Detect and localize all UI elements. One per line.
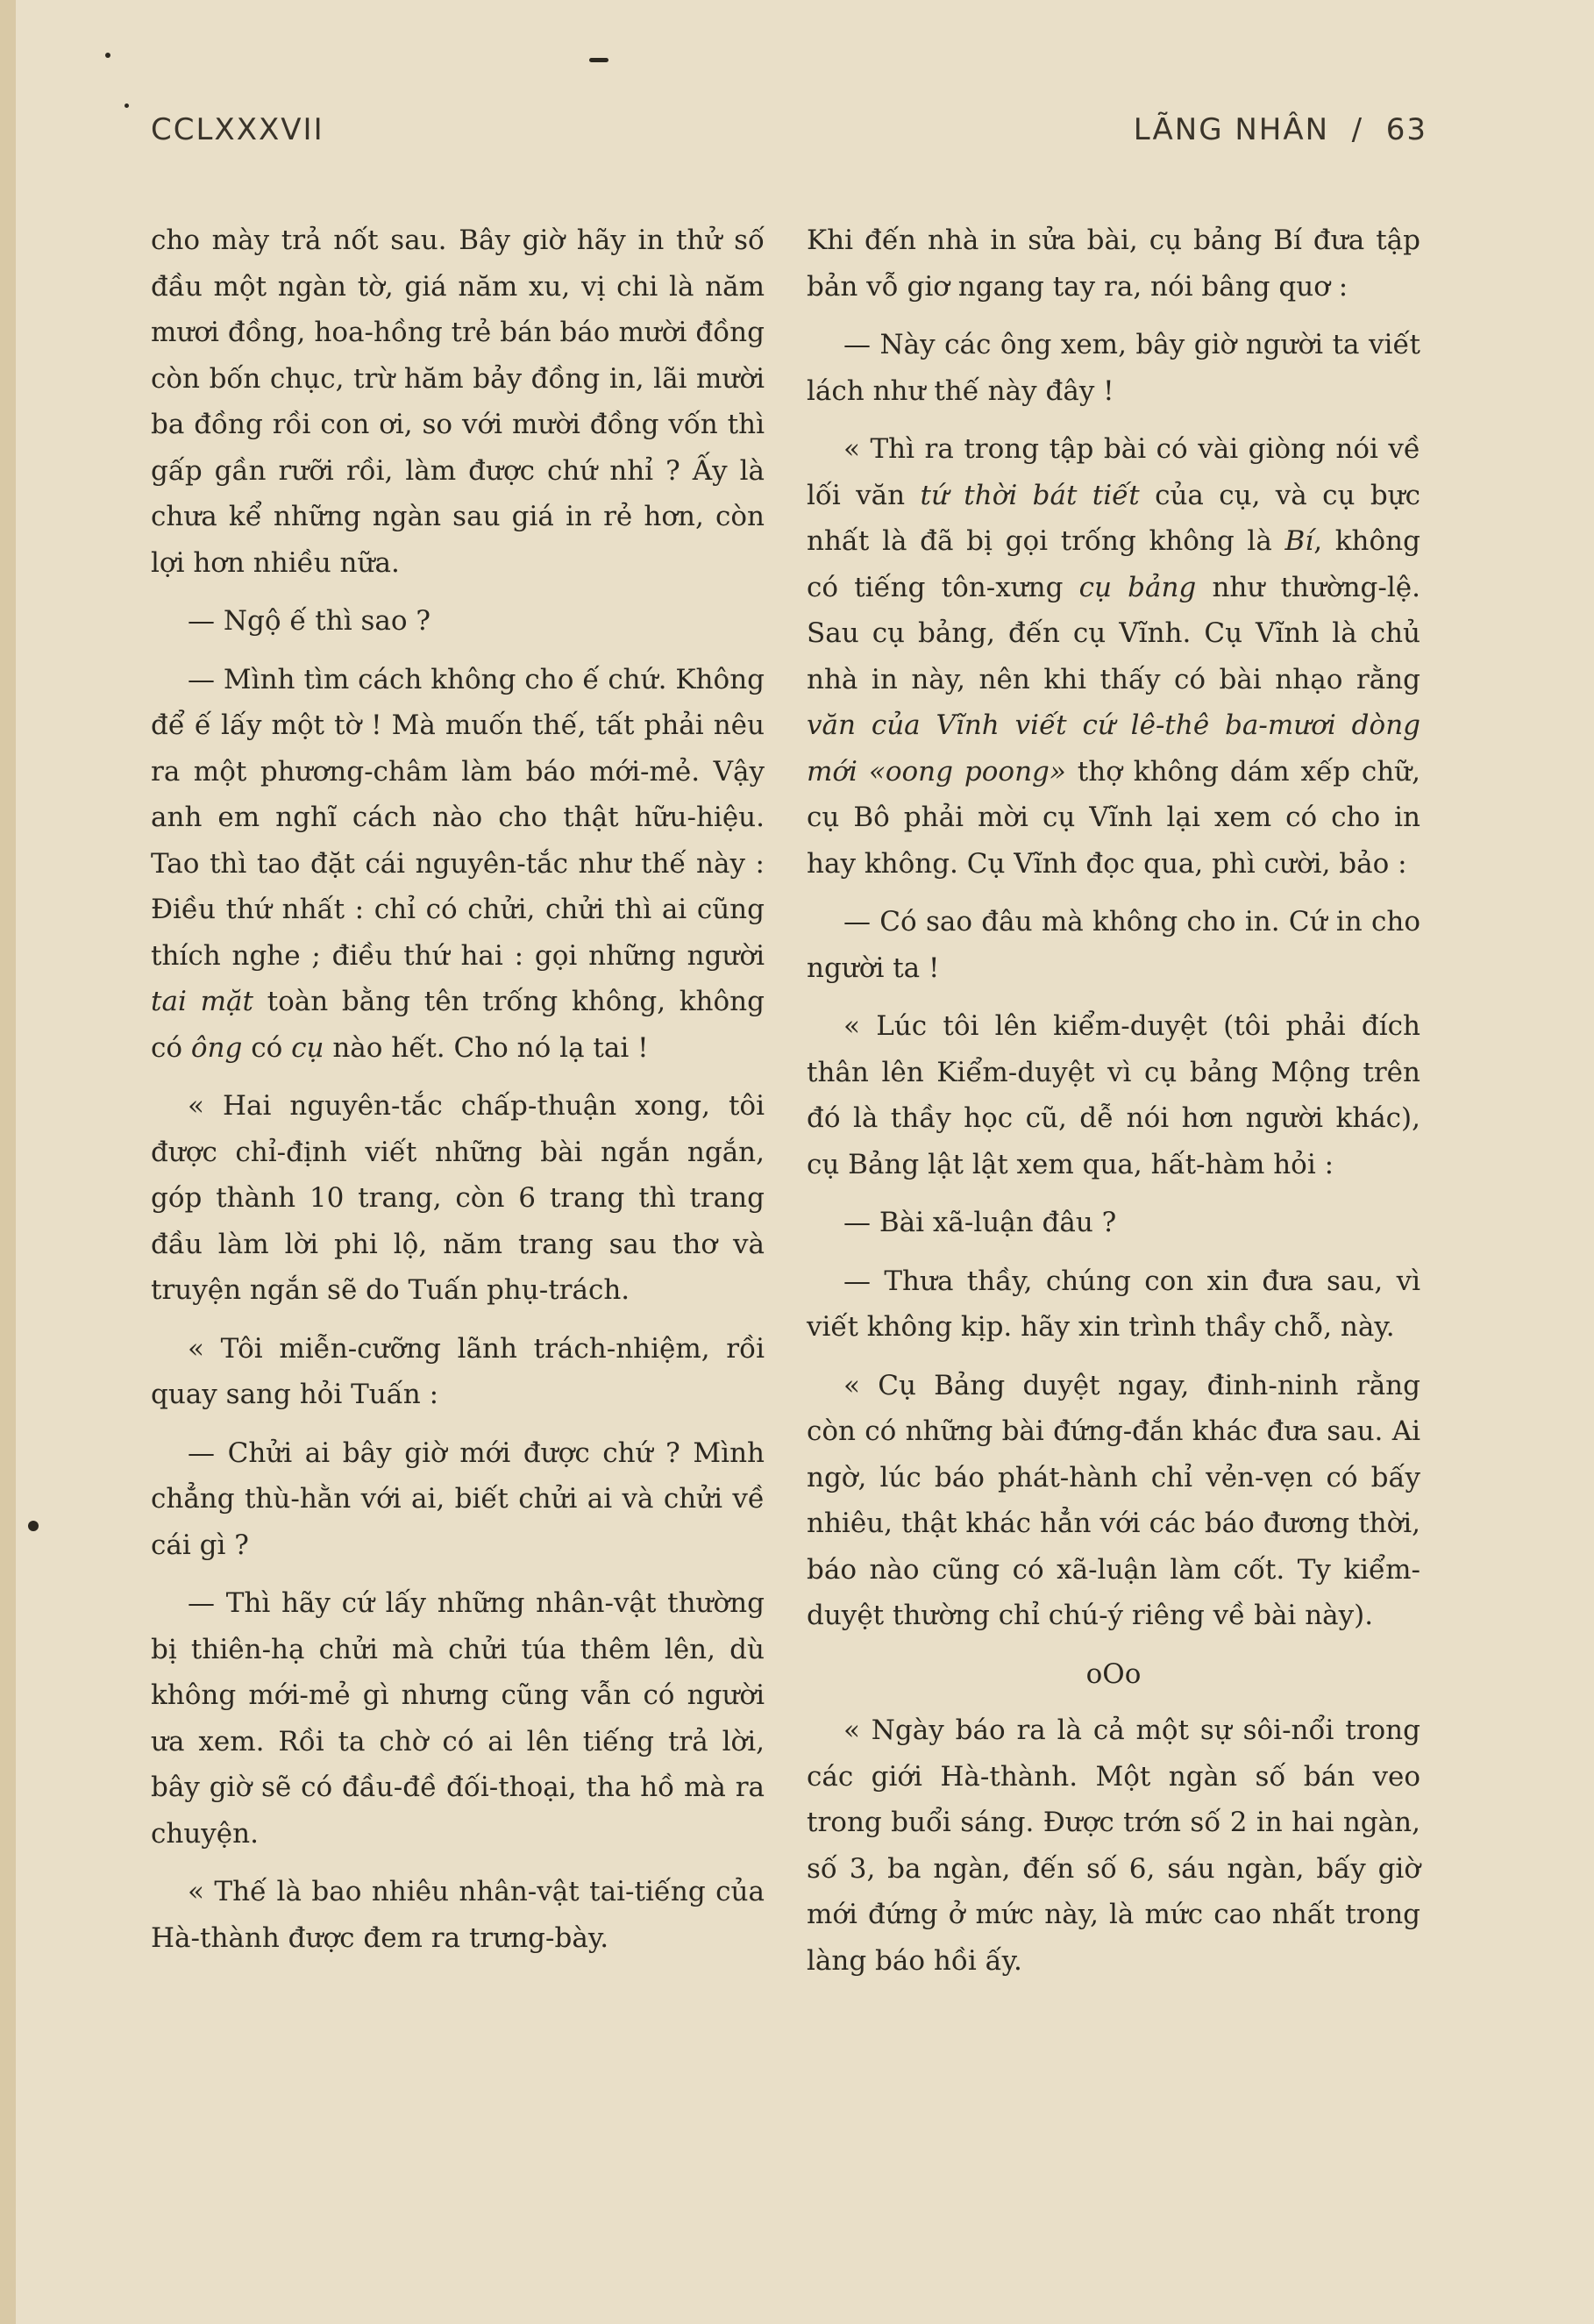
page-title-number: LÃNG NHÂN / 63: [1133, 112, 1427, 147]
paragraph: « Cụ Bảng duyệt ngay, đinh-ninh rằng còn có những bài đứng-đắn khác đưa sau. Ai ngờ, lúc báo phát-hành chỉ vẻn-vẹn có bấy nhiêu, thật khác hẳn với các báo đương thời, báo nào cũng có xã-luận làm cốt. Ty kiểm-duyệt thường chỉ chú-ý riêng về bài này).: [807, 1369, 1420, 1631]
ink-speck: [589, 58, 608, 62]
paragraph: — Thì hãy cứ lấy những nhân-vật thường bị thiên-hạ chửi mà chửi túa thêm lên, dù không mới-mẻ gì nhưng cũng vẫn có người ưa xem. Rồi ta chờ có ai lên tiếng trả lời, bây giờ sẽ có đầu-đề đối-thoại, tha hồ mà ra chuyện.: [151, 1587, 765, 1850]
paragraph: — Thưa thầy, chúng con xin đưa sau, vì viết không kịp. hãy xin trình thầy chỗ, này.: [807, 1265, 1420, 1343]
right-column: [807, 217, 1420, 1996]
chapter-number: CCLXXXVII: [151, 112, 324, 147]
text-run: của cụ, và cụ bực nhất là đã bị gọi trống không là: [807, 479, 1421, 557]
paragraph: cho mày trả nốt sau. Bây giờ hãy in thử số đầu một ngàn tờ, giá năm xu, vị chi là năm mươi đồng, hoa-hồng trẻ bán báo mười đồng còn bốn chục, trừ hăm bảy đồng in, lãi mười ba đồng rồi con ơi, so với mười đồng vốn thì gấp gần rưỡi rồi, làm được chứ nhỉ ? Ấy là chưa kể những ngàn sau giá in rẻ hơn, còn lợi hơn nhiều nữa.: [151, 225, 765, 579]
page-edge: [0, 0, 16, 2324]
paragraph: « Ngày báo ra là cả một sự sôi-nổi trong các giới Hà-thành. Một ngàn số bán veo trong buổi sáng. Được trớn số 2 in hai ngàn, số 3, ba ngàn, đến số 6, sáu ngàn, bấy giờ mới đứng ở mức này, là mức cao nhất trong làng báo hồi ấy.: [807, 1714, 1420, 1977]
paragraph: Khi đến nhà in sửa bài, cụ bảng Bí đưa tập bản vỗ giơ ngang tay ra, nói bâng quơ :: [807, 225, 1420, 303]
paragraph: — Ngộ ế thì sao ?: [188, 605, 431, 637]
section-separator: oOo: [1085, 1657, 1142, 1690]
ink-speck: [28, 1521, 39, 1531]
ink-speck: [125, 103, 129, 108]
paragraph: [807, 426, 1420, 887]
paragraph: — Có sao đâu mà không cho in. Cứ in cho người ta !: [807, 906, 1420, 984]
emphasis: cụ: [291, 1031, 324, 1064]
paragraph: « Thế là bao nhiêu nhân-vật tai-tiếng của Hà-thành được đem ra trưng-bày.: [151, 1876, 765, 1954]
text-run: toàn bằng tên trống không, không có: [151, 986, 765, 1064]
emphasis: cụ bảng: [1078, 571, 1197, 603]
text-run: nào hết. Cho nó lạ tai !: [332, 1031, 649, 1064]
text-run: thợ không dám xếp chữ, cụ Bô phải mời cụ Vĩnh lại xem có cho in hay không. Cụ Vĩnh đọc qua, phì cười, bảo :: [807, 755, 1421, 880]
paragraph: « Lúc tôi lên kiểm-duyệt (tôi phải đích thân lên Kiểm-duyệt vì cụ bảng Mộng trên đó là thầy học cũ, dễ nói hơn người khác), cụ Bảng lật lật xem qua, hất-hàm hỏi :: [807, 1010, 1420, 1180]
emphasis: Bí: [1284, 525, 1314, 557]
emphasis: tai mặt: [151, 986, 253, 1017]
text-run: , không có tiếng tôn-xưng: [807, 525, 1420, 603]
left-column: [151, 217, 765, 1973]
paragraph: — Này các ông xem, bây giờ người ta viết lách như thế này đây !: [807, 329, 1420, 407]
running-header: [151, 112, 1427, 165]
text-run: « Thì ra trong tập bài có vài giòng nói về lối văn: [807, 433, 1420, 511]
paragraph: « Tôi miễn-cưỡng lãnh trách-nhiệm, rồi quay sang hỏi Tuấn :: [151, 1332, 765, 1410]
emphasis: ông: [190, 1031, 243, 1064]
paragraph: « Hai nguyên-tắc chấp-thuận xong, tôi được chỉ-định viết những bài ngắn ngắn, góp thành 10 trang, còn 6 trang thì trang đầu làm lời phi lộ, năm trang sau thơ và truyện ngắn sẽ do Tuấn phụ-trách.: [151, 1090, 765, 1306]
emphasis: tứ thời bát tiết: [920, 479, 1140, 511]
emphasis: văn của Vĩnh viết cứ lê-thê ba-mươi dòng mới «oong poong»: [807, 709, 1420, 788]
ink-speck: [105, 53, 110, 58]
text-run: có: [251, 1031, 283, 1064]
paragraph: — Bài xã-luận đâu ?: [843, 1207, 1117, 1238]
text-run: như thường-lệ. Sau cụ bảng, đến cụ Vĩnh. Cụ Vĩnh là chủ nhà in này, nên khi thấy có bài nhạo rằng: [807, 571, 1420, 695]
text-run: — Mình tìm cách không cho ế chứ. Không để ế lấy một tờ ! Mà muốn thế, tất phải nêu ra một phương-châm làm báo mới-mẻ. Vậy anh em nghĩ cách nào cho thật hữu-hiệu. Tao thì tao đặt cái nguyên-tắc như thế này : Điều thứ nhất : chỉ có chửi, chửi thì ai cũng thích nghe ; điều thứ hai : gọi những người: [151, 663, 765, 972]
paragraph: [151, 657, 765, 1072]
paragraph: — Chửi ai bây giờ mới được chứ ? Mình chẳng thù-hằn với ai, biết chửi ai và chửi về cái gì ?: [151, 1436, 765, 1561]
